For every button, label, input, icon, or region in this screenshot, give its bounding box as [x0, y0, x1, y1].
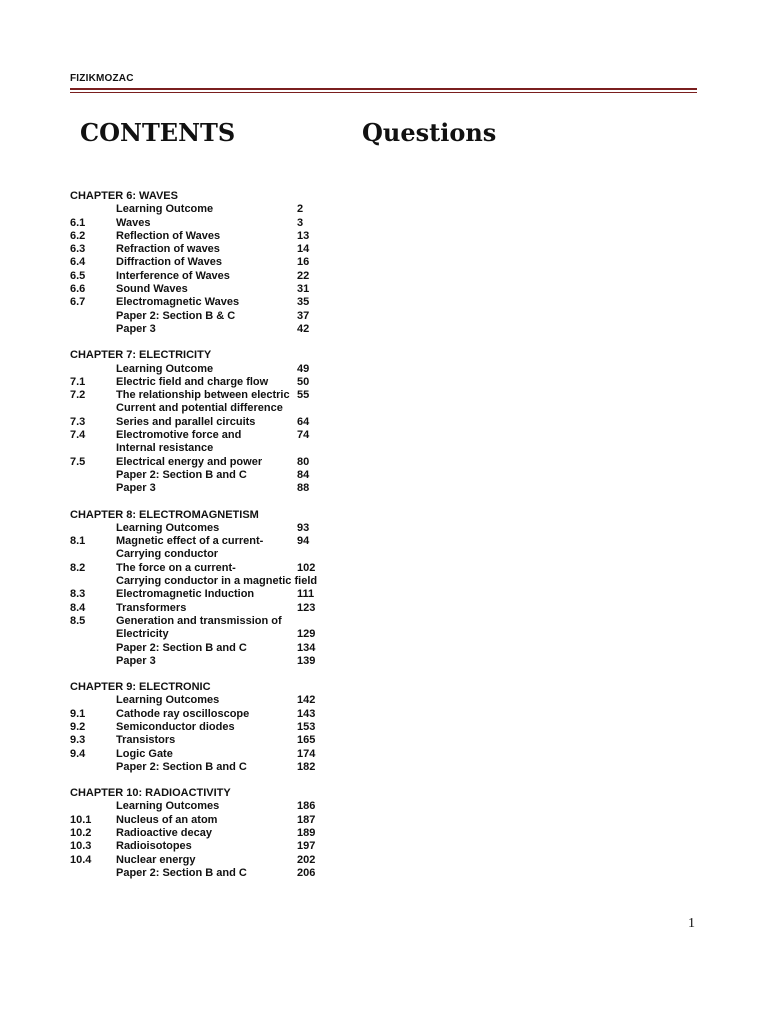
toc-entry	[70, 761, 370, 774]
page-reference: 2	[297, 203, 304, 216]
section-number: 6.1	[70, 216, 86, 229]
section-number: 7.3	[70, 415, 86, 428]
toc-entry	[70, 867, 370, 880]
chapter-section	[70, 509, 370, 669]
section-title: Magnetic effect of a current-	[116, 535, 264, 548]
toc-entry	[70, 694, 370, 707]
section-title: Interference of Waves	[116, 269, 230, 282]
toc-entry	[70, 442, 370, 455]
page-reference: 22	[297, 269, 310, 282]
toc-entry	[70, 243, 370, 256]
page-reference: 189	[297, 827, 316, 840]
page-reference: 197	[297, 840, 316, 853]
page-reference: 84	[297, 468, 310, 481]
toc-entry	[70, 482, 370, 495]
toc-entry	[70, 535, 370, 548]
section-number: 10.3	[70, 840, 92, 853]
header-rule-thin	[70, 92, 697, 93]
section-title: Nucleus of an atom	[116, 813, 218, 826]
section-title: Waves	[116, 216, 151, 229]
section-title: Learning Outcomes	[116, 521, 220, 534]
page-reference: 49	[297, 362, 310, 375]
page-reference: 206	[297, 866, 316, 879]
section-title: Current and potential difference	[116, 402, 283, 415]
chapter-section	[70, 681, 370, 774]
toc-entry	[70, 416, 370, 429]
section-number: 8.1	[70, 535, 86, 548]
toc-entry	[70, 402, 370, 415]
page-reference	[297, 575, 327, 588]
section-title: Radioisotopes	[116, 840, 192, 853]
section-title: Electrical energy and power	[116, 455, 263, 468]
toc-entry	[70, 748, 370, 761]
section-number	[70, 402, 116, 415]
section-title: Generation and transmission of	[116, 614, 282, 627]
table-of-contents	[70, 190, 370, 893]
toc-entry	[70, 429, 370, 442]
section-number: 9.2	[70, 720, 86, 733]
section-title: Nuclear energy	[116, 853, 196, 866]
toc-entry	[70, 270, 370, 283]
toc-entry	[70, 642, 370, 655]
toc-entry	[70, 283, 370, 296]
page-reference: 3	[297, 216, 304, 229]
page-reference: 187	[297, 813, 316, 826]
toc-entry	[70, 522, 370, 535]
chapter-title: CHAPTER 9: ELECTRONIC	[70, 681, 211, 694]
section-title: Refraction of waves	[116, 243, 220, 256]
page-reference: 50	[297, 375, 310, 388]
page-reference	[297, 615, 327, 628]
section-number	[70, 310, 116, 323]
toc-entry	[70, 310, 370, 323]
page-reference: 55	[297, 389, 310, 402]
page-reference: 202	[297, 853, 316, 866]
section-number: 6.4	[70, 256, 86, 269]
section-number	[70, 548, 116, 561]
section-number: 9.4	[70, 747, 86, 760]
section-title: Logic Gate	[116, 747, 173, 760]
section-number: 8.3	[70, 588, 86, 601]
toc-entry	[70, 602, 370, 615]
toc-entry	[70, 800, 370, 813]
section-title: Paper 3	[116, 482, 156, 495]
section-number	[70, 694, 116, 707]
section-title: Paper 2: Section B & C	[116, 309, 236, 322]
section-title: Paper 3	[116, 654, 156, 667]
page-reference: 139	[297, 654, 316, 667]
section-number: 8.4	[70, 601, 86, 614]
page-reference: 42	[297, 322, 310, 335]
section-number	[70, 203, 116, 216]
section-number	[70, 363, 116, 376]
page-reference: 182	[297, 760, 316, 773]
section-title: Paper 2: Section B and C	[116, 760, 247, 773]
header-label: FIZIKMOZAC	[70, 73, 134, 84]
page-reference: 74	[297, 429, 310, 442]
section-number	[70, 522, 116, 535]
chapter-title: CHAPTER 8: ELECTROMAGNETISM	[70, 508, 259, 521]
page-reference	[297, 402, 327, 415]
section-title: Diffraction of Waves	[116, 256, 222, 269]
section-title: Carrying conductor	[116, 548, 219, 561]
page-reference: 134	[297, 641, 316, 654]
questions-title: Questions	[362, 118, 497, 147]
toc-entry	[70, 588, 370, 601]
page-reference: 143	[297, 707, 316, 720]
section-title: Transformers	[116, 601, 187, 614]
toc-entry	[70, 708, 370, 721]
toc-entry	[70, 734, 370, 747]
section-number	[70, 642, 116, 655]
page-reference: 93	[297, 521, 310, 534]
section-number	[70, 323, 116, 336]
toc-entry	[70, 840, 370, 853]
page-reference: 142	[297, 694, 316, 707]
page-reference: 31	[297, 283, 310, 296]
section-number: 7.1	[70, 375, 86, 388]
section-number: 10.4	[70, 853, 92, 866]
section-title: Learning Outcome	[116, 362, 214, 375]
chapter-section	[70, 787, 370, 880]
toc-entry	[70, 562, 370, 575]
toc-entry	[70, 721, 370, 734]
chapter-title: CHAPTER 10: RADIOACTIVITY	[70, 787, 231, 800]
section-number: 7.2	[70, 389, 86, 402]
section-title: Internal resistance	[116, 442, 214, 455]
section-title: Paper 2: Section B and C	[116, 641, 247, 654]
page-reference: 88	[297, 482, 310, 495]
section-number	[70, 655, 116, 668]
page-reference: 37	[297, 309, 310, 322]
toc-entry	[70, 827, 370, 840]
section-number	[70, 761, 116, 774]
section-number: 7.5	[70, 455, 86, 468]
chapter-title: CHAPTER 7: ELECTRICITY	[70, 349, 212, 362]
page-reference: 64	[297, 415, 310, 428]
toc-entry	[70, 628, 370, 641]
toc-entry	[70, 814, 370, 827]
section-title: Electric field and charge flow	[116, 375, 269, 388]
page-reference: 80	[297, 455, 310, 468]
section-number: 6.2	[70, 229, 86, 242]
section-number	[70, 469, 116, 482]
page-reference: 13	[297, 229, 310, 242]
chapter-section	[70, 190, 370, 336]
section-number: 6.6	[70, 283, 86, 296]
section-title: Transistors	[116, 734, 176, 747]
chapter-title: CHAPTER 6: WAVES	[70, 190, 178, 202]
section-title: Paper 2: Section B and C	[116, 866, 247, 879]
section-title: Carrying conductor in a magnetic field	[116, 575, 318, 588]
section-title: Reflection of Waves	[116, 229, 221, 242]
section-title: Electricity	[116, 628, 169, 641]
section-number: 6.7	[70, 296, 86, 309]
toc-entry	[70, 323, 370, 336]
section-number: 10.2	[70, 827, 92, 840]
page-reference: 186	[297, 800, 316, 813]
chapter-section	[70, 349, 370, 495]
section-title: Electromagnetic Waves	[116, 296, 240, 309]
section-number	[70, 800, 116, 813]
page-reference: 111	[297, 588, 315, 601]
section-title: The relationship between electric	[116, 389, 290, 402]
section-title: Electromagnetic Induction	[116, 588, 255, 601]
toc-entry	[70, 363, 370, 376]
toc-entry	[70, 615, 370, 628]
section-number: 6.3	[70, 243, 86, 256]
page-reference: 102	[297, 561, 316, 574]
toc-entry	[70, 296, 370, 309]
page-reference: 153	[297, 720, 316, 733]
section-number: 9.1	[70, 707, 86, 720]
section-title: Paper 3	[116, 322, 156, 335]
section-title: The force on a current-	[116, 561, 236, 574]
section-number: 8.5	[70, 614, 86, 627]
section-title: Paper 2: Section B and C	[116, 468, 247, 481]
toc-entry	[70, 230, 370, 243]
section-title: Learning Outcomes	[116, 694, 220, 707]
page-reference: 14	[297, 243, 310, 256]
page-reference: 94	[297, 535, 310, 548]
section-title: Sound Waves	[116, 283, 188, 296]
page-reference	[297, 548, 327, 561]
page-reference: 16	[297, 256, 310, 269]
toc-entry	[70, 469, 370, 482]
header-rule-thick	[70, 88, 697, 90]
section-number	[70, 867, 116, 880]
section-number	[70, 628, 116, 641]
section-title: Learning Outcomes	[116, 800, 220, 813]
section-title: Series and parallel circuits	[116, 415, 256, 428]
section-number: 8.2	[70, 561, 86, 574]
toc-entry	[70, 217, 370, 230]
section-title: Semiconductor diodes	[116, 720, 235, 733]
section-title: Cathode ray oscilloscope	[116, 707, 250, 720]
section-number: 6.5	[70, 269, 86, 282]
section-title: Electromotive force and	[116, 429, 242, 442]
toc-entry	[70, 655, 370, 668]
section-number: 7.4	[70, 429, 86, 442]
section-number	[70, 482, 116, 495]
section-number: 10.1	[70, 813, 92, 826]
toc-entry	[70, 456, 370, 469]
toc-entry	[70, 389, 370, 402]
section-number	[70, 442, 116, 455]
toc-entry	[70, 854, 370, 867]
section-title: Learning Outcome	[116, 203, 214, 216]
toc-entry	[70, 575, 370, 588]
section-title: Radioactive decay	[116, 827, 212, 840]
page-reference	[297, 442, 327, 455]
toc-entry	[70, 256, 370, 269]
page-reference: 129	[297, 628, 316, 641]
page-number: 1	[688, 916, 695, 931]
page-reference: 123	[297, 601, 316, 614]
toc-entry	[70, 376, 370, 389]
toc-entry	[70, 548, 370, 561]
section-number: 9.3	[70, 734, 86, 747]
page-reference: 165	[297, 734, 316, 747]
contents-title: CONTENTS	[80, 118, 236, 147]
toc-entry	[70, 203, 370, 216]
page-reference: 35	[297, 296, 310, 309]
page-reference: 174	[297, 747, 316, 760]
section-number	[70, 575, 116, 588]
